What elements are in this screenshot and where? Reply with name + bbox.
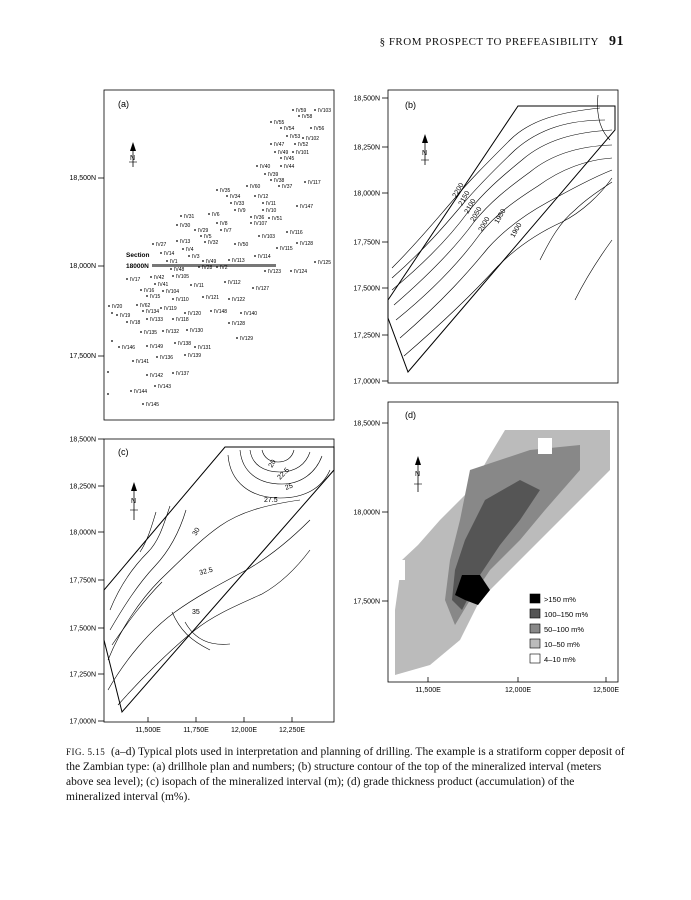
drillhole-label: IV137: [176, 371, 190, 377]
drillhole-label: IV41: [158, 282, 169, 288]
contour-label: 1950: [493, 208, 508, 225]
drillhole-marker: [254, 195, 256, 197]
contour-label: 22.5: [276, 466, 292, 482]
drillhole-marker: [234, 243, 236, 245]
drillhole-marker: [310, 127, 312, 129]
legend-label: 100–150 m%: [544, 610, 589, 619]
drillhole-marker: [314, 109, 316, 111]
panel-c-frame: [104, 439, 334, 722]
panel-b-label: (b): [405, 100, 416, 110]
y-tick-label: 17,250N: [69, 671, 96, 679]
drillhole-label: IV132: [166, 329, 180, 335]
drillhole-marker: [186, 329, 188, 331]
drillhole-label: IV33: [234, 201, 245, 207]
drillhole-label: IV20: [112, 304, 123, 310]
drillhole-label: IV124: [294, 269, 308, 275]
drillhole-marker: [236, 337, 238, 339]
drillhole-label: IV42: [154, 275, 165, 281]
panel-c: [70, 437, 334, 735]
drillhole-label: IV129: [240, 336, 254, 342]
legend-label: 10–50 m%: [544, 640, 580, 649]
drillhole-marker: [107, 371, 109, 373]
drillhole-label: IV38: [274, 178, 285, 184]
drillhole-label: IV149: [150, 344, 164, 350]
legend-swatch: [530, 594, 540, 603]
drillhole-label: IV148: [214, 309, 228, 315]
drillhole-marker: [142, 310, 144, 312]
drillhole-marker: [296, 205, 298, 207]
north-arrow-d-icon: [414, 456, 422, 492]
drillhole-label: IV113: [232, 258, 245, 264]
drillhole-label: IV19: [120, 313, 131, 319]
north-arrow-c-icon: [130, 482, 138, 520]
a-ytick-0: 18,500N: [69, 175, 96, 182]
x-tick-label: 12,500E: [592, 687, 620, 694]
north-label-d: N: [415, 471, 421, 478]
section-label: Section: [126, 252, 150, 259]
drillhole-marker: [292, 151, 294, 153]
drillhole-label: IV122: [232, 297, 246, 303]
drillhole-marker: [146, 345, 148, 347]
drillhole-label: IV119: [164, 306, 177, 312]
drillhole-label: IV11: [266, 201, 276, 207]
drillhole-label: IV48: [174, 267, 185, 273]
drillhole-label: IV6: [212, 212, 220, 218]
drillhole-marker: [160, 307, 162, 309]
contour-label: 35: [192, 609, 200, 616]
drillhole-label: IV31: [184, 214, 195, 220]
d-grade-map: [395, 430, 610, 675]
drillhole-label: IV147: [300, 204, 314, 210]
drillhole-marker: [246, 185, 248, 187]
contour-label: 2000: [477, 216, 492, 233]
drillhole-label: IV134: [146, 309, 160, 315]
drillhole-label: IV136: [160, 355, 174, 361]
drillhole-marker: [250, 222, 252, 224]
drillhole-label: IV2: [220, 265, 228, 271]
drillhole-label: IV135: [144, 330, 158, 336]
drillhole-marker: [270, 143, 272, 145]
y-tick-label: 18,500N: [353, 95, 380, 103]
drillhole-marker: [190, 284, 192, 286]
drillhole-marker: [234, 209, 236, 211]
drillhole-marker: [294, 143, 296, 145]
drillhole-marker: [172, 298, 174, 300]
x-tick-label: 12,000E: [230, 727, 258, 734]
drillhole-label: IV15: [150, 294, 161, 300]
y-tick-label: 18,000N: [353, 190, 380, 198]
drillhole-marker: [250, 216, 252, 218]
drillhole-label: IV36: [254, 215, 265, 221]
contour-label: 2050: [469, 206, 484, 223]
drillhole-label: IV29: [198, 228, 209, 234]
drillhole-marker: [228, 298, 230, 300]
drillhole-label: IV130: [190, 328, 204, 334]
drillhole-marker: [264, 270, 266, 272]
drillhole-marker: [200, 235, 202, 237]
drillhole-marker: [166, 260, 168, 262]
drillhole-label: IV44: [284, 164, 295, 170]
running-title: § FROM PROSPECT TO PREFEASIBILITY: [379, 36, 599, 48]
x-tick-label: 12,250E: [278, 727, 306, 734]
drillhole-label: IV120: [188, 311, 202, 317]
caption-text: (a–d) Typical plots used in interpretation and planning of drilling. The example is a stratiform copper deposit of the Zambian type: (a) drillhole plan and numbers; (b) structure contour of the top of the mineralized interval (meters above sea level); (c) isopach of the mineralized interval (m); (d) grade thickness product (accumulation) of the mineralized interval (m%).: [66, 746, 625, 803]
drillhole-marker: [202, 260, 204, 262]
drillhole-marker: [216, 266, 218, 268]
drillhole-marker: [146, 295, 148, 297]
y-tick-label: 17,250N: [353, 332, 380, 340]
page-number: 91: [609, 34, 624, 49]
drillhole-label: IV14: [164, 251, 175, 257]
drillhole-marker: [172, 275, 174, 277]
drillhole-marker: [274, 151, 276, 153]
legend-swatch: [530, 609, 540, 618]
drillhole-marker: [111, 312, 113, 314]
drillhole-marker: [194, 346, 196, 348]
drillhole-label: IV101: [296, 150, 310, 156]
drillhole-marker: [202, 296, 204, 298]
drillhole-label: IV131: [198, 345, 212, 351]
drillhole-marker: [216, 222, 218, 224]
drillhole-marker: [188, 255, 190, 257]
drillhole-label: IV112: [228, 280, 241, 286]
drillhole-marker: [286, 135, 288, 137]
drillhole-label: IV123: [268, 269, 282, 275]
drillhole-label: IV59: [296, 108, 307, 114]
drillhole-label: IV52: [298, 142, 309, 148]
drillhole-label: IV54: [284, 126, 295, 132]
drillhole-marker: [264, 173, 266, 175]
drillhole-marker: [224, 281, 226, 283]
legend-label: 50–100 m%: [544, 625, 585, 634]
drillhole-marker: [240, 312, 242, 314]
drillhole-label: IV144: [134, 389, 148, 395]
drillhole-label: IV50: [238, 242, 249, 248]
drillhole-label: IV1: [170, 259, 178, 265]
drillhole-label: IV118: [176, 317, 189, 323]
drillhole-marker: [304, 181, 306, 183]
drillhole-label: IV146: [122, 345, 136, 351]
panel-c-label: (c): [118, 447, 129, 457]
drillhole-marker: [216, 189, 218, 191]
drillhole-label: IV121: [206, 295, 220, 301]
drillhole-marker: [118, 346, 120, 348]
y-tick-label: 17,750N: [69, 577, 96, 585]
drillhole-marker: [116, 314, 118, 316]
legend-label: >150 m%: [544, 595, 576, 604]
y-tick-label: 18,250N: [69, 483, 96, 491]
drillhole-marker: [132, 360, 134, 362]
legend-label: 4–10 m%: [544, 655, 576, 664]
drillhole-marker: [174, 342, 176, 344]
y-tick-label: 18,500N: [69, 436, 96, 444]
y-tick-label: 17,750N: [353, 239, 380, 247]
drillhole-marker: [107, 393, 109, 395]
panel-a: [70, 90, 334, 420]
drillhole-marker: [142, 403, 144, 405]
drillhole-label: IV32: [208, 240, 219, 246]
drillhole-label: IV7: [224, 228, 232, 234]
contour-label: 20: [267, 458, 278, 469]
drillhole-label: IV55: [274, 120, 285, 126]
drillhole-label: IV5: [204, 234, 212, 240]
a-ytick-2: 17,500N: [69, 353, 96, 360]
x-tick-label: 11,750E: [183, 727, 209, 734]
north-arrow-b-icon: [421, 134, 429, 165]
drillhole-label: IV143: [158, 384, 172, 390]
drillhole-label: IV51: [272, 216, 283, 222]
drillhole-marker: [156, 356, 158, 358]
drillhole-marker: [302, 137, 304, 139]
y-tick-label: 17,500N: [353, 598, 380, 606]
drillhole-label: IV145: [146, 402, 160, 408]
drillhole-marker: [108, 305, 110, 307]
drillhole-label: IV142: [150, 373, 164, 379]
b-outline: [388, 106, 615, 372]
drillhole-label: IV35: [220, 188, 231, 194]
panel-d-label: (d): [405, 410, 416, 420]
drillhole-label: IV139: [188, 353, 202, 359]
y-tick-label: 18,000N: [353, 509, 380, 517]
drillhole-marker: [258, 235, 260, 237]
drillhole-marker: [278, 185, 280, 187]
y-tick-label: 17,500N: [353, 285, 380, 293]
drillhole-marker: [226, 195, 228, 197]
drillhole-label: IV140: [244, 311, 258, 317]
x-tick-label: 11,500E: [415, 687, 441, 694]
drillhole-marker: [204, 241, 206, 243]
drillhole-label: IV16: [144, 288, 155, 294]
drillhole-marker: [270, 179, 272, 181]
drillhole-marker: [314, 261, 316, 263]
drillhole-label: IV115: [280, 246, 293, 252]
contour-label: 27.5: [264, 497, 278, 504]
drillhole-label: IV133: [150, 317, 164, 323]
drillhole-marker: [154, 385, 156, 387]
drillhole-label: IV114: [258, 254, 271, 260]
c-contours: [108, 450, 330, 705]
drillhole-label: IV10: [266, 208, 277, 214]
c-outline: [104, 447, 334, 712]
drillhole-marker: [176, 240, 178, 242]
figure-caption: [66, 745, 626, 805]
drillhole-label: IV128: [300, 241, 314, 247]
section-value: 18000N: [126, 263, 149, 270]
drillhole-label: IV49: [206, 259, 217, 265]
drillhole-marker: [256, 165, 258, 167]
legend-swatch: [530, 654, 540, 663]
drillhole-label: IV53: [290, 134, 301, 140]
drillhole-marker: [286, 231, 288, 233]
drillhole-marker: [290, 270, 292, 272]
drillhole-label: IV45: [284, 156, 295, 162]
y-tick-label: 18,000N: [69, 529, 96, 537]
drillhole-label: IV60: [250, 184, 261, 190]
drillhole-marker: [170, 268, 172, 270]
drillhole-label: IV125: [318, 260, 332, 266]
drillhole-marker: [126, 321, 128, 323]
drillhole-label: IV62: [140, 303, 151, 309]
drillhole-label: IV11: [194, 283, 204, 289]
drillhole-label: IV110: [176, 297, 189, 303]
panel-d: [354, 402, 620, 694]
drillhole-marker: [136, 304, 138, 306]
drillhole-label: IV128: [232, 321, 246, 327]
drillhole-label: IV47: [274, 142, 285, 148]
drillhole-label: IV30: [180, 223, 191, 229]
drillhole-marker: [146, 318, 148, 320]
contour-label: 2200: [451, 182, 466, 199]
contour-label: 25: [284, 482, 295, 492]
legend-swatch: [530, 624, 540, 633]
drillhole-marker: [280, 127, 282, 129]
drillhole-label: IV107: [254, 221, 268, 227]
drillhole-label: IV127: [256, 286, 270, 292]
drillhole-marker: [280, 157, 282, 159]
drillhole-marker: [140, 331, 142, 333]
drillhole-label: IV104: [166, 289, 180, 295]
drillhole-label: IV40: [260, 164, 271, 170]
drillhole-marker: [262, 202, 264, 204]
drillhole-marker: [210, 310, 212, 312]
y-tick-label: 18,250N: [353, 144, 380, 152]
drillhole-label: IV117: [308, 180, 321, 186]
drillhole-label: IV138: [178, 341, 192, 347]
north-label-c: N: [131, 498, 137, 505]
drillhole-label: IV39: [268, 172, 279, 178]
y-tick-label: 17,000N: [69, 718, 96, 726]
drillhole-marker: [152, 243, 154, 245]
drillhole-marker: [270, 121, 272, 123]
drillhole-label: IV58: [302, 114, 313, 120]
contour-label: 2100: [463, 198, 478, 215]
drillhole-label: IV4: [186, 247, 194, 253]
contour-label: 30: [191, 526, 202, 537]
drillhole-marker: [230, 202, 232, 204]
drillhole-marker: [154, 283, 156, 285]
drillhole-marker: [198, 266, 200, 268]
drillhole-marker: [194, 229, 196, 231]
panel-a-label: (a): [118, 99, 129, 109]
drillhole-marker: [276, 247, 278, 249]
drillhole-marker: [182, 248, 184, 250]
drillhole-marker: [126, 278, 128, 280]
drillhole-label: IV102: [306, 136, 320, 142]
drillhole-label: IV13: [180, 239, 191, 245]
drillhole-marker: [252, 287, 254, 289]
a-ytick-1: 18,000N: [69, 263, 96, 270]
drillhole-marker: [180, 215, 182, 217]
drillhole-marker: [280, 165, 282, 167]
drillhole-marker: [296, 242, 298, 244]
drillhole-marker: [228, 259, 230, 261]
contour-label: 1900: [509, 222, 524, 239]
drillhole-label: IV9: [238, 208, 246, 214]
drillhole-label: IV105: [176, 274, 190, 280]
caption-label: FIG. 5.15: [66, 747, 106, 757]
x-tick-label: 12,000E: [504, 687, 532, 694]
drillhole-marker: [220, 229, 222, 231]
drillhole-label: IV8: [220, 221, 228, 227]
drillhole-marker: [146, 374, 148, 376]
drillhole-label: IV56: [314, 126, 325, 132]
drillhole-marker: [111, 340, 113, 342]
drillhole-marker: [162, 290, 164, 292]
contour-label: 32.5: [198, 566, 214, 577]
drillhole-label: IV49: [278, 150, 289, 156]
drillhole-marker: [184, 354, 186, 356]
x-tick-label: 11,500E: [135, 727, 161, 734]
drillhole-marker: [268, 217, 270, 219]
drillhole-marker: [176, 224, 178, 226]
drillhole-marker: [184, 312, 186, 314]
contour-label: 2150: [457, 190, 472, 207]
drillhole-marker: [162, 330, 164, 332]
north-arrow-a-icon: [129, 142, 137, 167]
drillhole-label: IV12: [258, 194, 269, 200]
drillhole-label: IV17: [130, 277, 141, 283]
drillhole-marker: [160, 252, 162, 254]
drillhole-label: IV103: [318, 108, 332, 114]
drillhole-marker: [130, 390, 132, 392]
y-tick-label: 17,500N: [69, 625, 96, 633]
drillhole-label: IV27: [156, 242, 167, 248]
drillhole-marker: [140, 289, 142, 291]
y-tick-label: 18,500N: [353, 420, 380, 428]
drillhole-marker: [208, 213, 210, 215]
north-label-a: N: [130, 155, 136, 162]
drillhole-marker: [262, 209, 264, 211]
panel-b: [354, 90, 618, 386]
drillhole-marker: [292, 109, 294, 111]
drillhole-label: IV141: [136, 359, 150, 365]
drillhole-label: IV3: [192, 254, 200, 260]
drillhole-label: IV116: [290, 230, 303, 236]
drillhole-marker: [172, 318, 174, 320]
drillhole-label: IV28: [202, 265, 213, 271]
drillhole-label: IV34: [230, 194, 241, 200]
panel-b-frame: [388, 90, 618, 383]
drillhole-marker: [172, 372, 174, 374]
legend-swatch: [530, 639, 540, 648]
drillhole-marker: [298, 115, 300, 117]
north-label-b: N: [422, 150, 428, 157]
drillhole-label: IV18: [130, 320, 141, 326]
drillhole-marker: [254, 255, 256, 257]
drillhole-label: IV37: [282, 184, 293, 190]
drillhole-label: IV103: [262, 234, 276, 240]
drillhole-marker: [150, 276, 152, 278]
y-tick-label: 17,000N: [353, 378, 380, 386]
drillhole-marker: [228, 322, 230, 324]
